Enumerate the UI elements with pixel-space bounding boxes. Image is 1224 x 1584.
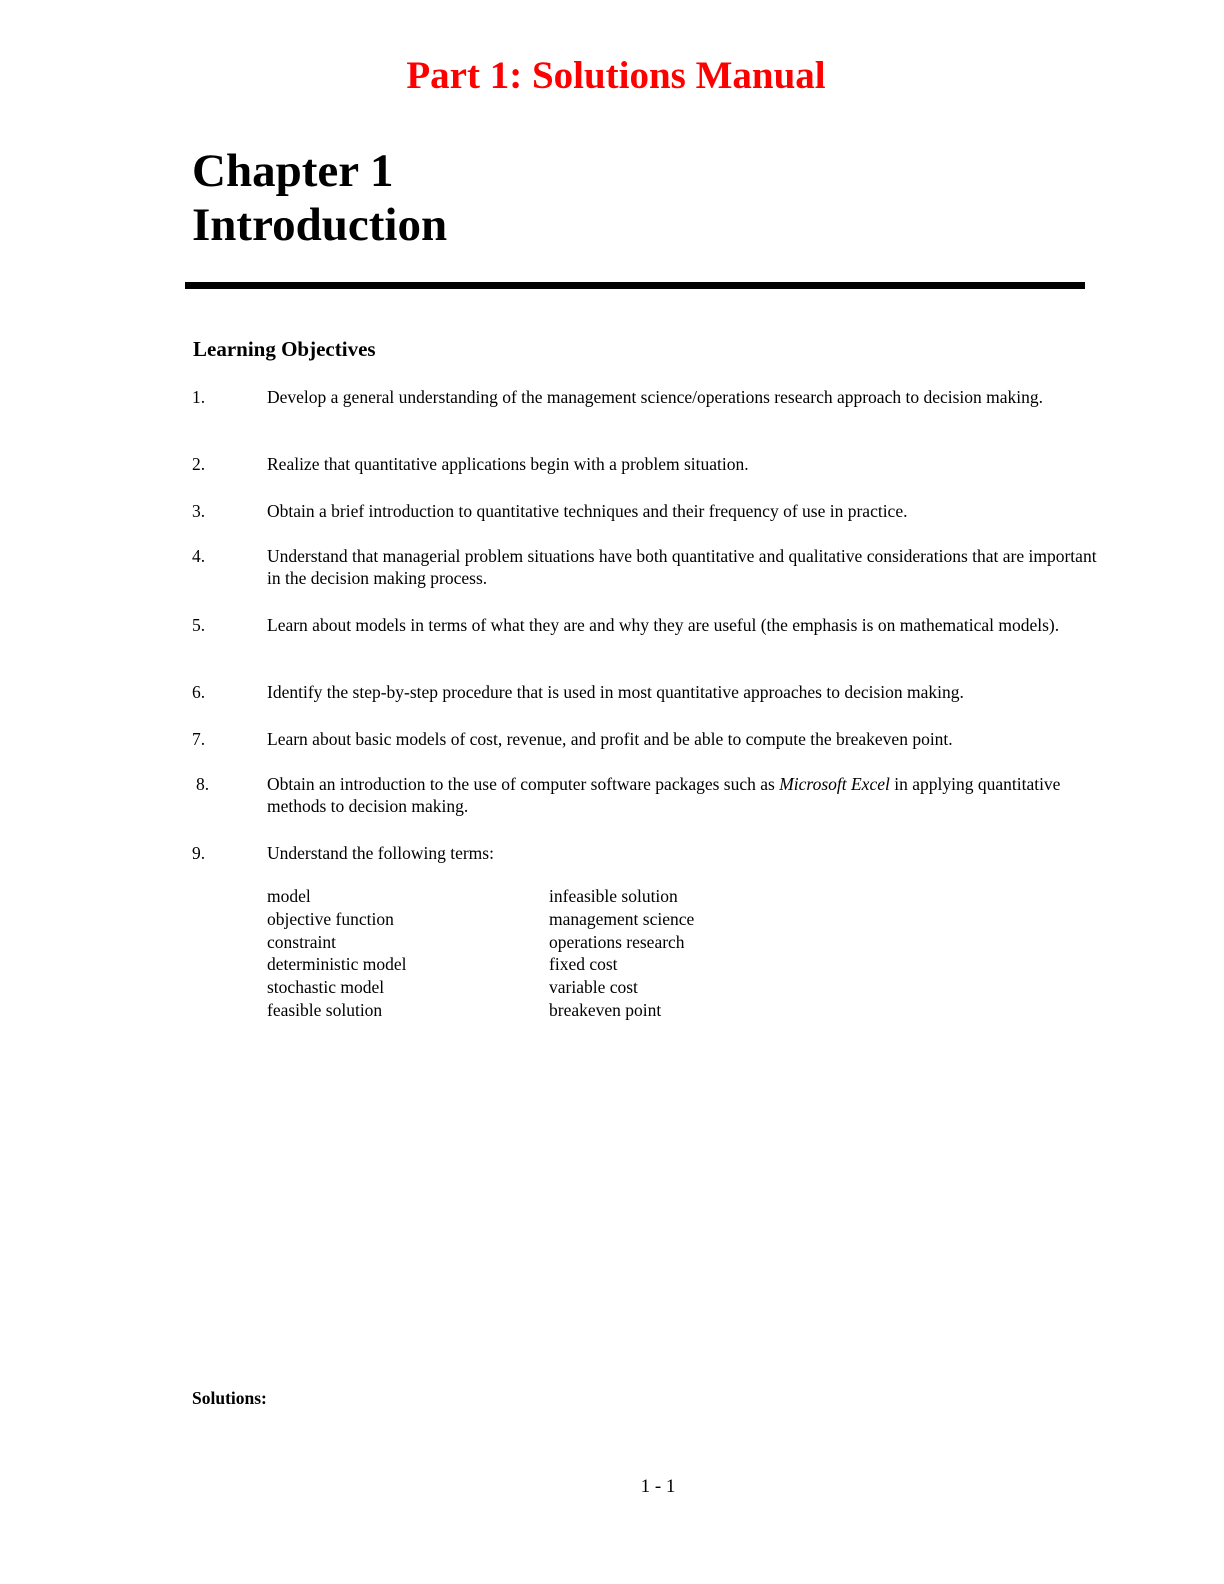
- objective-number: 7.: [192, 729, 206, 749]
- term: objective function: [267, 908, 394, 929]
- objective-text: Realize that quantitative applications begin with a problem situation.: [267, 454, 749, 474]
- term: fixed cost: [549, 954, 618, 975]
- term: stochastic model: [267, 977, 385, 998]
- objective-number: 2.: [192, 454, 206, 474]
- objective-text: Understand the following terms:: [267, 843, 494, 863]
- software-name: Microsoft Excel: [779, 774, 890, 794]
- page-number: 1 - 1: [640, 1476, 676, 1497]
- objective-text: Develop a general understanding of the management science/operations research approach to decision making.: [267, 387, 1044, 407]
- objective-text: Learn about basic models of cost, revenue, and profit and be able to compute the breakeven point.: [267, 729, 953, 749]
- part-title: Part 1: Solutions Manual: [406, 54, 826, 97]
- objective-text: Learn about models in terms of what they are and why they are useful (the emphasis is on mathematical models).: [267, 615, 1060, 635]
- objective-number: 9.: [192, 843, 206, 863]
- term: infeasible solution: [549, 886, 678, 906]
- objective-text: [267, 773, 1097, 817]
- objective-text-start: Obtain an introduction to the use of computer software packages such as: [267, 774, 780, 794]
- term: model: [267, 886, 311, 906]
- objective-text: Identify the step-by-step procedure that is used in most quantitative approaches to decision making.: [267, 682, 964, 702]
- objective-number: 1.: [192, 387, 206, 407]
- term: variable cost: [549, 977, 638, 998]
- term: feasible solution: [267, 999, 383, 1020]
- objective-number: 5.: [192, 615, 206, 635]
- term: management science: [549, 908, 695, 929]
- objective-number: 3.: [192, 501, 206, 521]
- objective-number: 8.: [196, 774, 210, 794]
- objective-text: Obtain a brief introduction to quantitative techniques and their frequency of use in practice.: [267, 501, 908, 521]
- objective-text: Understand that managerial problem situations have both quantitative and qualitative considerations that are important in the decision making process.: [267, 546, 1097, 588]
- term: operations research: [549, 931, 685, 952]
- term: constraint: [267, 931, 337, 952]
- objective-text-end: in applying quantitative methods to decision making.: [267, 774, 1061, 816]
- term: deterministic model: [267, 954, 407, 975]
- term: breakeven point: [549, 999, 662, 1020]
- chapter-name: Introduction: [192, 199, 448, 251]
- solutions-label: Solutions:: [192, 1388, 267, 1408]
- chapter-number: Chapter 1: [192, 145, 394, 197]
- terms-column-left: [267, 885, 406, 1022]
- terms-column-right: [549, 885, 694, 1022]
- objective-number: 4.: [192, 546, 206, 566]
- objective-number: 6.: [192, 682, 206, 702]
- section-heading: Learning Objectives: [193, 337, 376, 361]
